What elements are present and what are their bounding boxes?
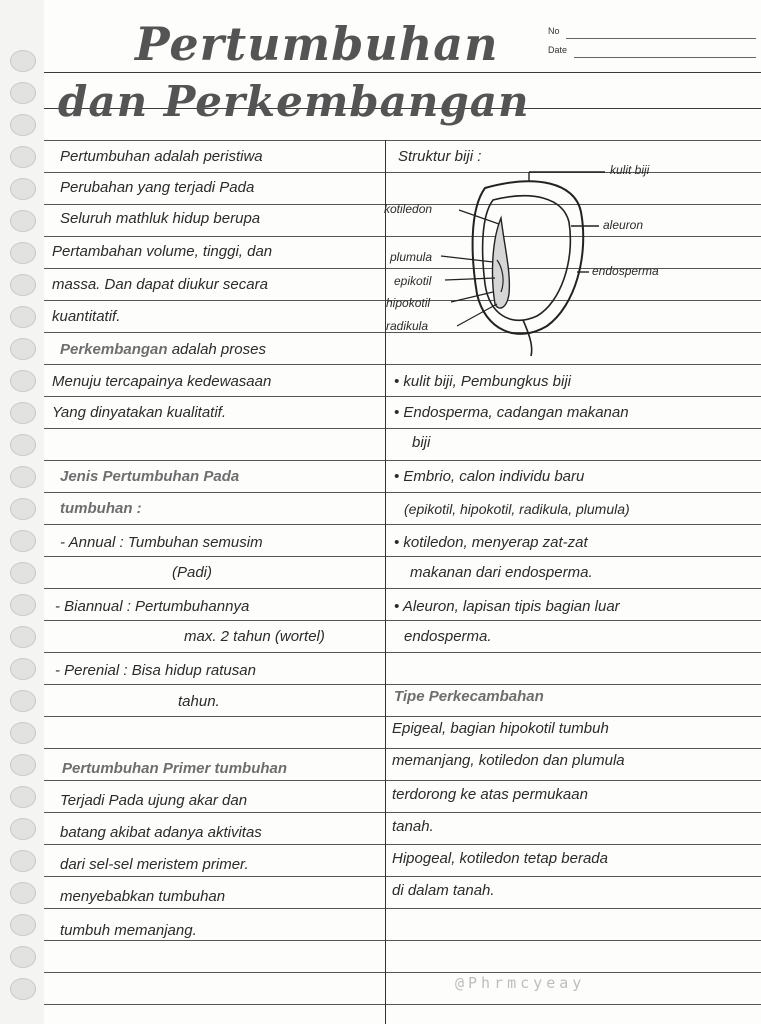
left-para1-line6: kuantitatif. — [52, 308, 121, 325]
ruled-line — [44, 524, 761, 525]
label-kulit-biji: kulit biji — [610, 163, 650, 177]
left-para1-line5: massa. Dan dapat diukur secara — [52, 276, 268, 293]
ruled-line — [44, 556, 761, 557]
epigeal-line1: Epigeal, bagian hipokotil tumbuh — [392, 720, 609, 737]
binder-hole — [10, 434, 36, 456]
binder-hole — [10, 178, 36, 200]
binder-hole — [10, 850, 36, 872]
bullet-aleuron: • Aleuron, lapisan tipis bagian luar — [394, 598, 620, 615]
ruled-line — [44, 460, 761, 461]
ruled-line — [44, 812, 761, 813]
ruled-line — [44, 620, 761, 621]
page-title-line1: Pertumbuhan — [135, 17, 499, 71]
binder-hole — [10, 370, 36, 392]
label-endosperma: endosperma — [592, 264, 659, 278]
label-plumula: plumula — [390, 250, 433, 264]
left-para2-line3: Yang dinyatakan kualitatif. — [52, 404, 227, 421]
bullet-endosperma: • Endosperma, cadangan makanan — [394, 404, 629, 421]
primer-line2: batang akibat adanya aktivitas — [60, 824, 262, 841]
hipogeal-line2: di dalam tanah. — [392, 882, 495, 899]
binder-hole — [10, 562, 36, 584]
binder-hole — [10, 626, 36, 648]
ruled-line — [44, 1004, 761, 1005]
bullet-aleuron-cont: endosperma. — [404, 628, 492, 645]
binder-hole — [10, 658, 36, 680]
bullet-kotiledon-cont: makanan dari endosperma. — [410, 564, 593, 581]
seed-coat-outer — [473, 181, 584, 334]
primer-line3: dari sel-sel meristem primer. — [60, 856, 249, 873]
left-para1-line1: Pertumbuhan adalah peristiwa — [60, 148, 263, 165]
tipe-perkecambahan-heading: Tipe Perkecambahan — [394, 688, 544, 705]
kotiledon-pointer — [459, 210, 499, 224]
ruled-line — [44, 940, 761, 941]
ruled-line — [44, 364, 761, 365]
binder-hole — [10, 530, 36, 552]
biannual-line2: max. 2 tahun (wortel) — [184, 628, 325, 645]
binder-hole — [10, 594, 36, 616]
binder-hole — [10, 50, 36, 72]
binder-hole — [10, 242, 36, 264]
label-aleuron: aleuron — [603, 218, 644, 232]
binder-hole — [10, 946, 36, 968]
label-radikula: radikula — [386, 319, 429, 333]
ruled-line — [44, 684, 761, 685]
binder-hole — [10, 914, 36, 936]
ruled-line — [44, 908, 761, 909]
epikotil-pointer — [445, 278, 495, 280]
left-para2-line2: Menuju tercapainya kedewasaan — [52, 373, 272, 390]
epigeal-line4: tanah. — [392, 818, 434, 835]
primer-line4: menyebabkan tumbuhan — [60, 888, 226, 905]
ruled-line — [44, 748, 761, 749]
biannual-line1: - Biannual : Pertumbuhannya — [55, 598, 250, 615]
binder-hole — [10, 306, 36, 328]
ruled-line — [44, 652, 761, 653]
binder-hole — [10, 690, 36, 712]
binder-hole — [10, 210, 36, 232]
binder-hole — [10, 882, 36, 904]
seed-base — [523, 320, 532, 356]
watermark: @Phrmcyeay — [455, 974, 586, 992]
binder-hole — [10, 338, 36, 360]
ruled-line — [44, 876, 761, 877]
binder-hole — [10, 82, 36, 104]
ruled-line — [44, 780, 761, 781]
date-label: Date — [548, 45, 568, 55]
ruled-line — [44, 428, 761, 429]
primer-line1: Terjadi Pada ujung akar dan — [60, 792, 248, 809]
bullet-endosperma-cont: biji — [412, 434, 431, 451]
embryo-shape — [493, 218, 510, 308]
hipogeal-line1: Hipogeal, kotiledon tetap berada — [392, 850, 608, 867]
binder-hole — [10, 402, 36, 424]
hipokotil-pointer — [451, 292, 493, 302]
ruled-line — [44, 716, 761, 717]
ruled-line — [44, 844, 761, 845]
ruled-line — [44, 492, 761, 493]
binder-hole — [10, 498, 36, 520]
ruled-line — [44, 588, 761, 589]
seed-structure-diagram — [385, 160, 761, 360]
no-line — [566, 38, 756, 39]
binder-hole — [10, 754, 36, 776]
binder-hole — [10, 722, 36, 744]
jenis-heading-line2: tumbuhan : — [60, 500, 142, 517]
perenial-line1: - Perenial : Bisa hidup ratusan — [55, 662, 256, 679]
plumula-pointer — [441, 256, 493, 262]
left-para2-line1-rest: adalah proses — [167, 341, 266, 358]
binder-hole — [10, 114, 36, 136]
page-title-line2: dan Perkembangan — [58, 77, 530, 126]
left-para1-line2: Perubahan yang terjadi Pada — [60, 179, 255, 196]
perenial-line2: tahun. — [178, 693, 220, 710]
binder-hole — [10, 274, 36, 296]
ruled-line — [44, 140, 761, 141]
binder-hole — [10, 786, 36, 808]
ruled-line — [44, 72, 761, 73]
primer-heading: Pertumbuhan Primer tumbuhan — [62, 760, 288, 777]
ruled-line — [44, 396, 761, 397]
perkembangan-term: Perkembangan — [60, 341, 168, 358]
bullet-kulit-biji: • kulit biji, Pembungkus biji — [394, 373, 571, 390]
binder-hole — [10, 146, 36, 168]
left-para1-line3: Seluruh mathluk hidup berupa — [60, 210, 261, 227]
label-kotiledon: kotiledon — [384, 202, 433, 216]
left-para1-line4: Pertambahan volume, tinggi, dan — [52, 243, 273, 260]
binder-hole — [10, 466, 36, 488]
bullet-kotiledon: • kotiledon, menyerap zat-zat — [394, 534, 588, 551]
epigeal-line3: terdorong ke atas permukaan — [392, 786, 588, 803]
annual-line1: - Annual : Tumbuhan semusim — [60, 534, 263, 551]
left-para2-line1 — [60, 341, 266, 359]
ruled-line — [44, 972, 761, 973]
bullet-embrio: • Embrio, calon individu baru — [394, 468, 585, 485]
struktur-biji-heading: Struktur biji : — [398, 148, 482, 165]
binder-hole — [10, 818, 36, 840]
primer-line5: tumbuh memanjang. — [60, 922, 197, 939]
jenis-heading-line1: Jenis Pertumbuhan Pada — [60, 468, 240, 485]
annual-line2: (Padi) — [172, 564, 213, 581]
date-line — [574, 57, 756, 58]
bullet-embrio-cont: (epikotil, hipokotil, radikula, plumula) — [404, 501, 630, 517]
no-label: No — [548, 26, 560, 36]
label-hipokotil: hipokotil — [386, 296, 431, 310]
epigeal-line2: memanjang, kotiledon dan plumula — [392, 752, 625, 769]
label-epikotil: epikotil — [394, 274, 432, 288]
binder-hole — [10, 978, 36, 1000]
